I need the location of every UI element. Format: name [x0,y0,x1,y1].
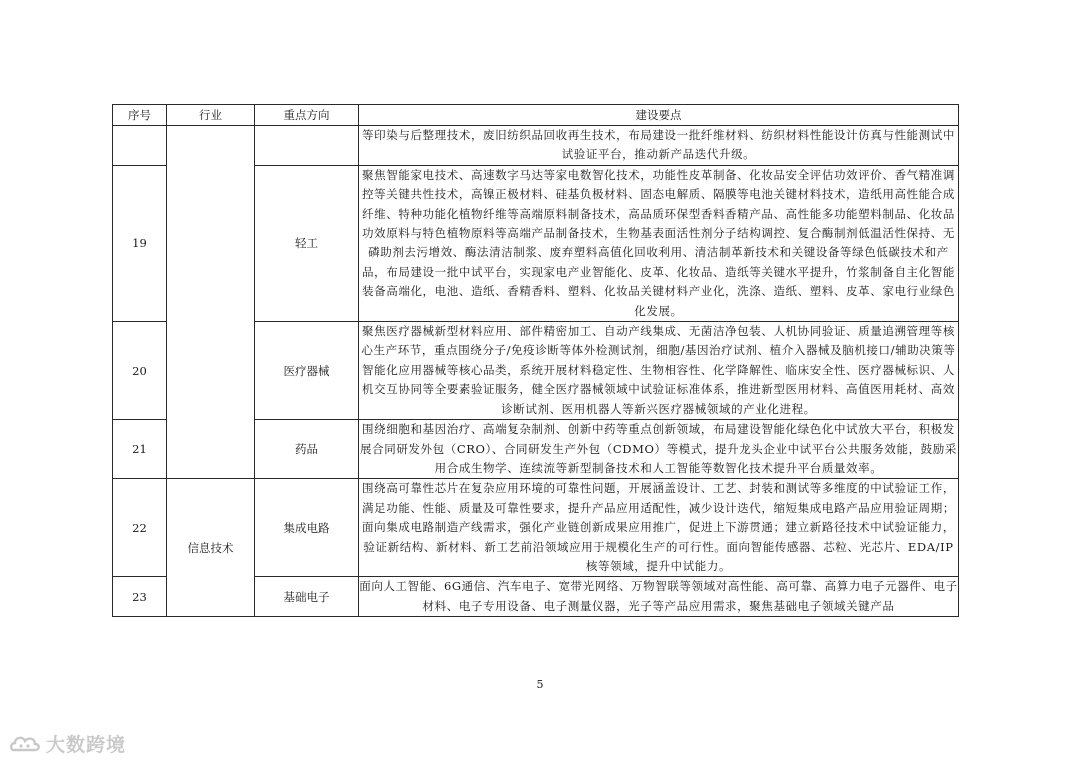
row-direction-cell: 轻工 [255,165,359,321]
table-row-continuation [113,126,959,166]
header-industry: 行业 [167,105,255,126]
row-content-cell: 围绕细胞和基因治疗、高端复杂制剂、创新中药等重点创新领域，布局建设智能化绿色化中试放大平台，积极发展合同研发外包（CRO）、合同研发生产外包（CDMO）等模式，提升龙头企业中试平台公共服务效能，鼓励采用合成生物学、连续流等新型制备技术和人工智能等数智化技术提升平台质量效率。 [359,420,959,479]
row-direction-cell: 集成电路 [255,479,359,577]
row-direction-cell: 药品 [255,420,359,479]
row-content-cell: 聚焦医疗器械新型材料应用、部件精密加工、自动产线集成、无菌洁净包装、人机协同验证、质量追溯管理等核心生产环节，重点围绕分子/免疫诊断等体外检测试剂，细胞/基因治疗试剂、植介入器械及脑机接口/辅助决策等智能化应用器械等核心品类，系统开展材料稳定性、生物相容性、化学降解性、临床安全性、医疗器械标识、人机交互协同等全要素验证服务，健全医疗器械领域中试验证标准体系，推进新型医用材料、高值医用耗材、高效诊断试剂、医用机器人等新兴医疗器械领域的产业化进程。 [359,322,959,420]
row-direction-cell: 基础电子 [255,577,359,617]
watermark [8,730,126,757]
row-content-cell: 围绕高可靠性芯片在复杂应用环境的可靠性问题，开展涵盖设计、工艺、封装和测试等多维度的中试验证工作，满足功能、性能、质量及可靠性要求，提升产品应用适配性，减少设计迭代，缩短集成电路产品应用验证周期；面向集成电路制造产线需求，强化产业链创新成果应用推广，促进上下游贯通；建立新路径技术中试验证能力，验证新结构、新材料、新工艺前沿领域应用于规模化生产的可行性。面向智能传感器、芯粒、光芯片、EDA/IP核等领域，提升中试能力。 [359,479,959,577]
row-content-cell: 等印染与后整理技术，废旧纺织品回收再生技术，布局建设一批纤维材料、纺织材料性能设计仿真与性能测试中试验证平台，推动新产品迭代升级。 [359,126,959,166]
watermark-text: 大数跨境 [46,734,127,756]
header-content: 建设要点 [359,105,959,126]
row-no-cell: 20 [113,322,167,420]
row-no-cell: 23 [113,577,167,617]
table-header-row [113,105,959,126]
row-direction-cell [255,126,359,166]
cloud-logo-icon [8,732,42,756]
key-points-table [112,104,959,617]
header-direction: 重点方向 [255,105,359,126]
row-no-cell [113,126,167,166]
row-content-cell: 聚焦智能家电技术、高速数字马达等家电数智化技术，功能性皮革制备、化妆品安全评估功效评价、香气精准调控等关键共性技术，高镍正极材料、硅基负极材料、固态电解质、隔膜等电池关键材料技术，造纸用高性能合成纤维、特种功能化植物纤维等高端原料制备技术，高品质环保型香料香精产品、高性能多功能塑料制品、化妆品功效原料与特色植物原料等高端产品制备技术，生物基表面活性剂分子结构调控、复合酶制剂低温活性保持、无磷助剂去污增效、酶法清洁制浆、废弃塑料高值化回收利用、清洁制革新技术和关键设备等绿色低碳技术和产品，布局建设一批中试平台，实现家电产业智能化、皮革、化妆品、造纸等关键水平提升，竹浆制备自主化智能装备高端化，电池、造纸、香精香料、塑料、化妆品关键材料产业化，洗涤、造纸、塑料、皮革、家电行业绿色化发展。 [359,165,959,321]
page-number: 5 [536,678,544,691]
row-no-cell: 19 [113,165,167,321]
industry-cell: 信息技术 [167,479,255,617]
table-row [113,479,959,577]
header-no: 序号 [113,105,167,126]
row-no-cell: 21 [113,420,167,479]
industry-cell-light [167,126,255,479]
row-content-cell: 面向人工智能、6G通信、汽车电子、宽带光网络、万物智联等领域对高性能、高可靠、高算力电子元器件、电子材料、电子专用设备、电子测量仪器，光子等产品应用需求，聚焦基础电子领域关键产品 [359,577,959,617]
row-no-cell: 22 [113,479,167,577]
row-direction-cell: 医疗器械 [255,322,359,420]
